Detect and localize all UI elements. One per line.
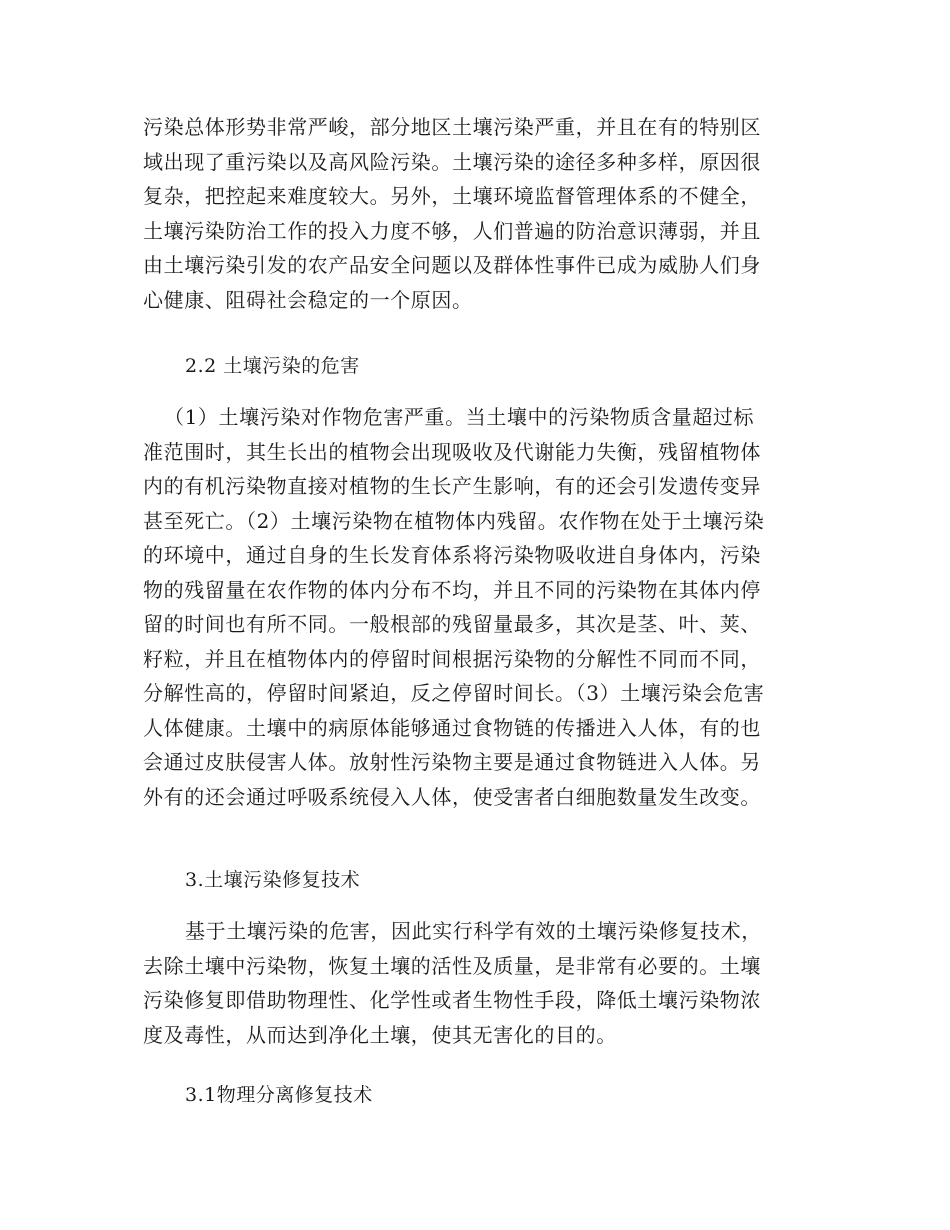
section-heading-3: 3.土壤污染修复技术 (185, 869, 361, 891)
paragraph-line: （1）土壤污染对作物危害严重。当土壤中的污染物质含量超过标 (164, 405, 755, 429)
paragraph-line: 复杂，把控起来难度较大。另外，土壤环境监督管理体系的不健全， (143, 184, 761, 208)
paragraph-line: 心健康、阻碍社会稳定的一个原因。 (143, 287, 473, 312)
paragraph-line: 去除土壤中污染物，恢复土壤的活性及质量，是非常有必要的。土壤 (143, 953, 761, 978)
paragraph-line: 物的残留量在农作物的体内分布不均，并且不同的污染物在其体内停 (143, 577, 761, 602)
paragraph-line: 的环境中，通过自身的生长发育体系将污染物吸收进自身体内，污染 (143, 543, 761, 567)
paragraph-line: 会通过皮肤侵害人体。放射性污染物主要是通过食物链进入人体。另 (143, 750, 761, 774)
paragraph-line: 基于土壤污染的危害，因此实行科学有效的土壤污染修复技术， (185, 919, 762, 943)
paragraph-line: 污染总体形势非常严峻，部分地区土壤污染严重，并且在有的特别区 (143, 115, 761, 139)
paragraph-line: 甚至死亡。（2）土壤污染物在植物体内残留。农作物在处于土壤污染 (143, 508, 765, 533)
paragraph-line: 域出现了重污染以及高风险污染。土壤污染的途径多种多样，原因很 (143, 149, 761, 174)
paragraph-line: 土壤污染防治工作的投入力度不够，人们普遍的防治意识薄弱，并且 (143, 218, 761, 243)
paragraph-line: 污染修复即借助物理性、化学性或者生物性手段，降低土壤污染物浓 (143, 988, 761, 1012)
paragraph-line: 籽粒，并且在植物体内的停留时间根据污染物的分解性不同而不同， (143, 646, 761, 671)
paragraph-line: 度及毒性，从而达到净化土壤，使其无害化的目的。 (143, 1022, 617, 1047)
section-heading-2-2: 2.2 土壤污染的危害 (185, 355, 360, 377)
paragraph-line: 内的有机污染物直接对植物的生长产生影响，有的还会引发遗传变异 (143, 474, 761, 498)
section-heading-3-1: 3.1物理分离修复技术 (185, 1084, 373, 1106)
paragraph-remediation-technology (143, 914, 808, 1052)
paragraph-line: 人体健康。土壤中的病原体能够通过食物链的传播进入人体，有的也 (143, 715, 761, 740)
paragraph-line: 分解性高的，停留时间紧迫，反之停留时间长。（3）土壤污染会危害 (143, 681, 765, 705)
paragraph-line: 由土壤污染引发的农产品安全问题以及群体性事件已成为威胁人们身 (143, 253, 761, 277)
paragraph-soil-pollution-situation (143, 110, 808, 317)
paragraph-line: 准范围时，其生长出的植物会出现吸收及代谢能力失衡，残留植物体 (143, 439, 761, 464)
paragraph-soil-pollution-hazards (143, 400, 808, 814)
paragraph-line: 外有的还会通过呼吸系统侵入人体，使受害者白细胞数量发生改变。 (143, 784, 761, 809)
paragraph-line: 留的时间也有所不同。一般根部的残留量最多，其次是茎、叶、荚、 (143, 612, 761, 636)
